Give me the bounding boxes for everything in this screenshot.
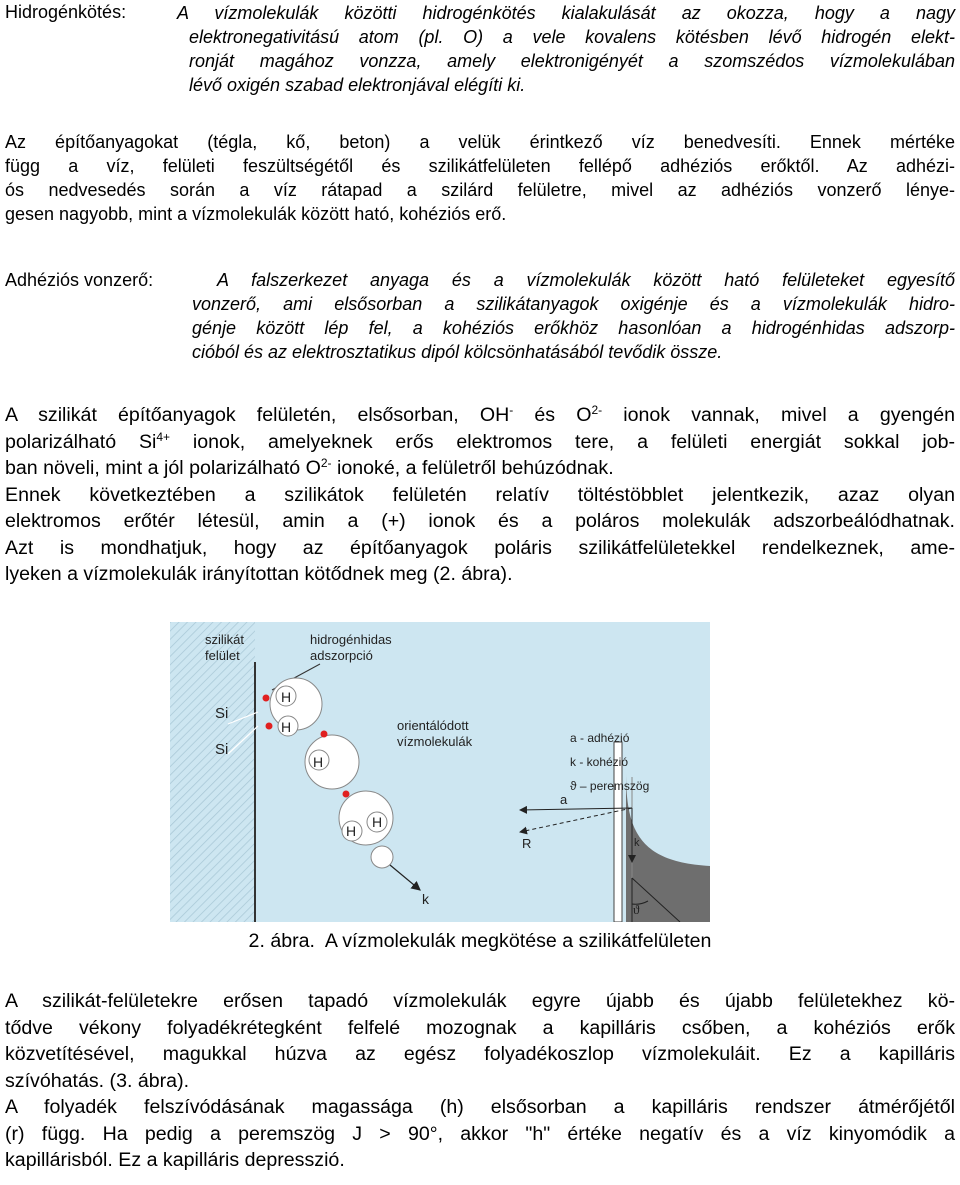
legend-contact-angle: ϑ – peremszög [570, 779, 650, 793]
label-h: H [346, 823, 357, 839]
label-silicate-surface: szilikát [205, 632, 245, 647]
wetting-line: Az építőanyagokat (tégla, kő, beton) a velük érintkező víz benedvesíti. Ennek mértéke [5, 132, 955, 152]
hydrogen-bond-point [343, 791, 350, 798]
water-molecule-tail [371, 846, 393, 868]
water-molecule [339, 791, 393, 845]
label-si: Si [215, 741, 229, 758]
label-si: Si [215, 705, 229, 722]
height-line: A folyadék felszívódásának magassága (h) elsősorban a kapilláris rendszer átmérőjétől [5, 1096, 955, 1118]
wetting-line: függ a víz, felületi feszültségétől és szilikátfelületen fellépő adhéziós erőktől. Az adhézi- [5, 156, 955, 176]
wetting-line: gesen nagyobb, mint a vízmolekulák között ható, kohéziós erő. [5, 204, 507, 224]
label-h: H [313, 754, 324, 770]
label-h: H [372, 814, 383, 830]
silicate-line: lyeken a vízmolekulák irányítottan kötődnek meg (2. ábra). [5, 563, 513, 585]
silicate-line: polarizálható $Si^{4+}$ ionok, amelyeknek erős elektromos tere, a felületi energiát sokkal job- [5, 429, 955, 453]
wetting-paragraph [5, 130, 955, 226]
water-molecule [305, 735, 359, 789]
hydrogen-bond-line: A vízmolekulák közötti hidrogénkötés kialakulását az okozza, hogy a nagy [177, 3, 955, 23]
hydrogen-bond-definition [5, 0, 955, 97]
label-r: R [522, 836, 532, 851]
label-oriented-molecules: orientálódott [397, 718, 469, 733]
label-hydrogen-bridge: adszorpció [310, 648, 373, 663]
hydrogen-bond-term: Hidrogénkötés: [5, 2, 127, 22]
label-a: a [560, 792, 568, 807]
adhesion-line: cióból és az elektrosztatikus dipól kölcsönhatásából tevődik össze. [192, 342, 723, 362]
figure-caption [0, 930, 960, 953]
adhesion-definition [5, 268, 955, 364]
label-oriented-molecules: vízmolekulák [397, 734, 473, 749]
hydrogen-bond-point [321, 731, 328, 738]
legend-adhesion: a - adhézió [570, 731, 630, 745]
hydrogen-bond-line: ronját magához vonzza, amely elektronigényét a szomszédos vízmolekulában [189, 51, 955, 71]
capillary-line: A szilikát-felületekre erősen tapadó vízmolekulák egyre újabb és újabb felületekhez kö- [5, 990, 955, 1012]
capillary-line: szívóhatás. (3. ábra). [5, 1069, 190, 1092]
silicate-paragraph [5, 402, 955, 588]
hydrogen-bond-line: lévő oxigén szabad elektronjával elégíti ki. [189, 75, 526, 95]
capillary-paragraph [5, 988, 955, 1174]
adhesion-line: génje között lép fel, a kohéziós erőkhöz hasonlóan a hidrogénhidas adszorp- [192, 318, 955, 338]
silicate-line: ban növeli, mint a jól polarizálható $O^{2-}$ ionoké, a felületről behúzódnak. [5, 456, 614, 479]
silicate-line: Ennek következtében a szilikátok felületén relatív töltéstöbblet jelentkezik, azaz olyan [5, 483, 955, 506]
label-h: H [281, 719, 292, 735]
silicate-line: elektromos erőtér létesül, amin a (+) ionok és a poláros molekulák adszorbeálódhatnak. [5, 510, 955, 532]
adhesion-line: vonzerő, ami elsősorban a szilikátanyagok oxigénje és a vízmolekulák hidro- [192, 294, 955, 314]
hydrogen-bond-point [263, 695, 270, 702]
label-h: H [281, 689, 292, 705]
silicate-line: A szilikát építőanyagok felületén, elsősorban, OH- és $O^{2-}$ ionok vannak, mivel a gyengén [5, 403, 955, 426]
legend-cohesion: k - kohézió [570, 755, 629, 769]
capillary-wall [614, 742, 622, 922]
capillary-line: közvetítésével, magukkal húzva az egész folyadékoszlop vízmolekuláit. Ez a kapilláris [5, 1043, 955, 1065]
label-k-small: k [634, 837, 640, 849]
capillary-line: tődve vékony folyadékrétegként felfelé mozognak a kapilláris csőben, a kohéziós erők [5, 1016, 955, 1039]
label-theta: ϑ [633, 902, 640, 917]
caption-text: A vízmolekulák megkötése a szilikátfelületen [324, 930, 712, 952]
height-line: (r) függ. Ha pedig a peremszög J > 90°, akkor "h" értéke negatív és a víz kinyomódik a [5, 1122, 955, 1145]
height-line: kapillárisból. Ez a kapilláris depresszió. [5, 1149, 345, 1171]
adhesion-term: Adhéziós vonzerő: [5, 270, 154, 290]
silicate-surface-hatch [170, 622, 255, 922]
caption-number: 2. ábra. [248, 930, 315, 952]
hydrogen-bond-line: elektronegativitású atom (pl. O) a vele kovalens kötésben lévő hidrogén elekt- [189, 27, 955, 47]
hydrogen-bond-point [266, 723, 273, 730]
label-hydrogen-bridge: hidrogénhidas [310, 632, 392, 647]
silicate-line: Azt is mondhatjuk, hogy az építőanyagok poláris szilikátfelületekkel rendelkeznek, ame- [5, 536, 955, 559]
wetting-line: ós nedvesedés során a víz rátapad a szilárd felületre, mivel az adhéziós vonzerő lénye- [5, 180, 955, 200]
label-k: k [422, 891, 429, 907]
figure-water-binding [170, 622, 710, 922]
label-silicate-surface: felület [205, 648, 240, 663]
adhesion-line: A falszerkezet anyaga és a vízmolekulák között ható felületeket egyesítő [217, 270, 955, 290]
figure-illustration [170, 622, 710, 922]
